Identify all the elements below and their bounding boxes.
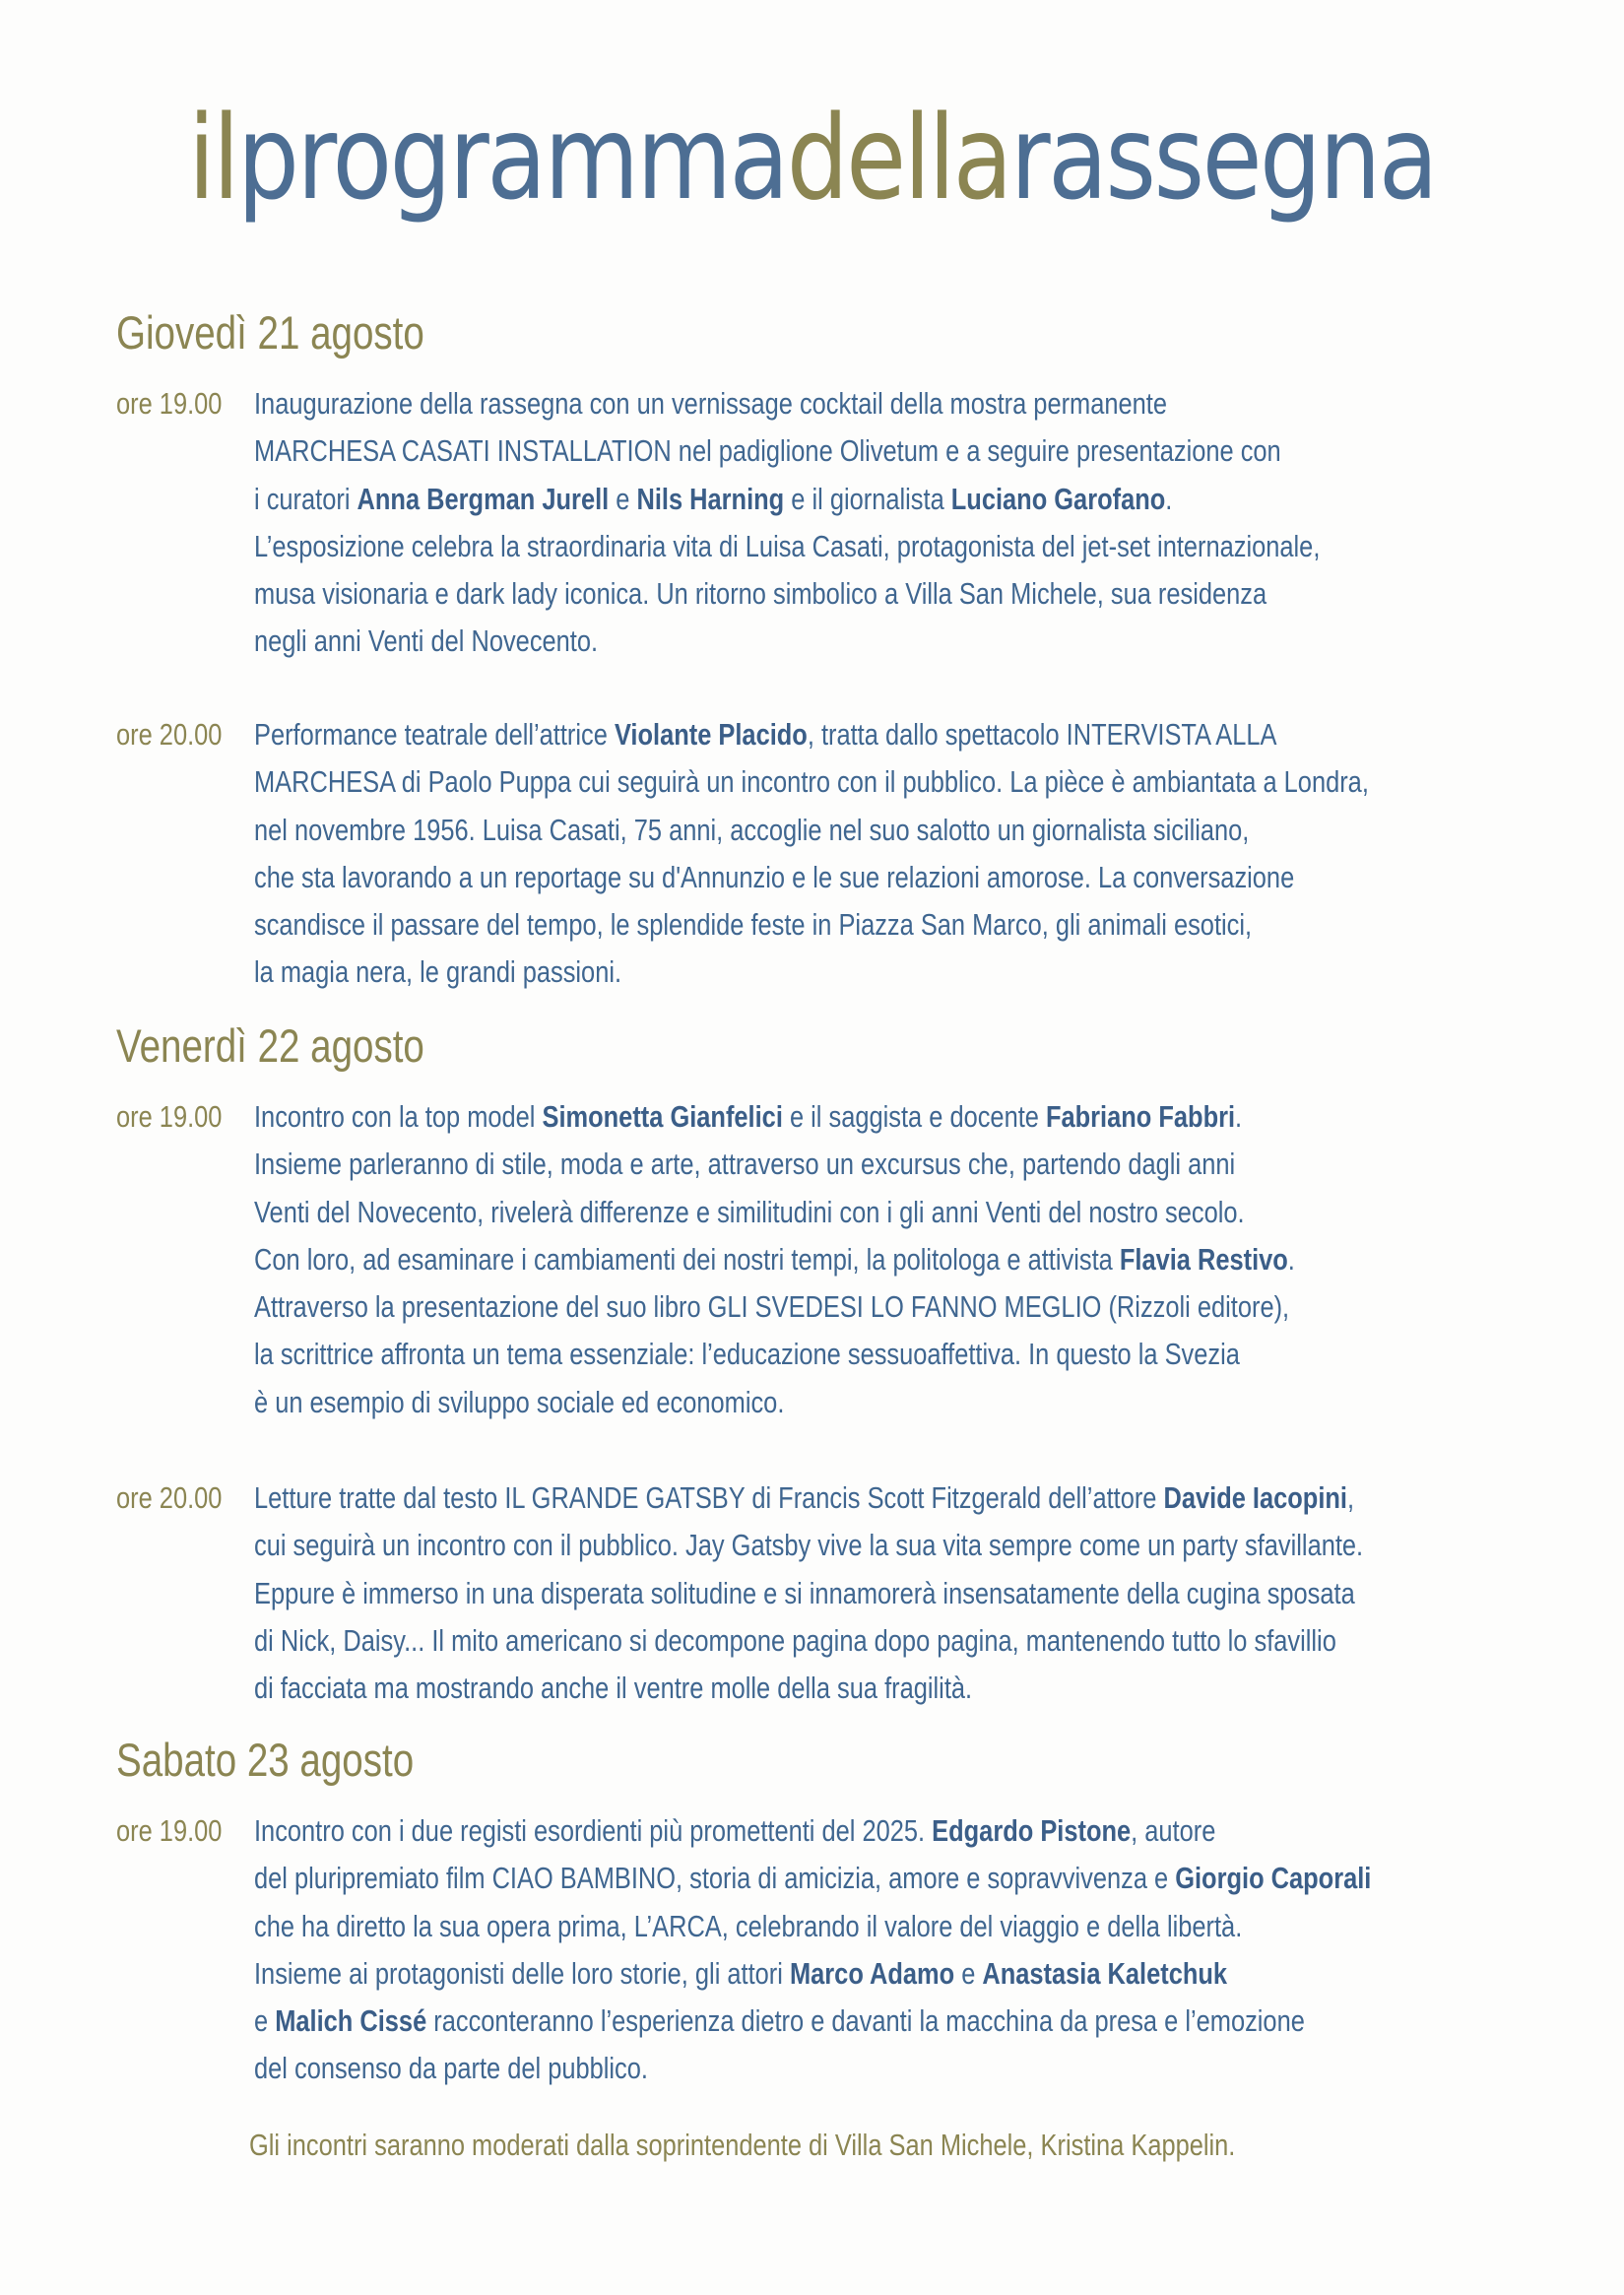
text-line: del pluripremiato film CIAO BAMBINO, storia di amicizia, amore e sopravvivenza e Giorgio Caporali (254, 1861, 1372, 1896)
person-name: Anna Bergman Jurell (357, 481, 610, 516)
person-name: Luciano Garofano (950, 481, 1166, 516)
person-name: Davide Iacopini (1163, 1480, 1347, 1515)
person-name: Simonetta Gianfelici (542, 1099, 783, 1134)
event-time: ore 19.00 (116, 1813, 223, 1848)
text-line: Letture tratte dal testo IL GRANDE GATSBY di Francis Scott Fitzgerald dell’attore Davide Iacopini, (254, 1480, 1355, 1515)
event-description (254, 1093, 1524, 1426)
title-part-programma: programma (237, 90, 787, 226)
text-line: Insieme parleranno di stile, moda e arte, attraverso un excursus che, partendo dagli anni (254, 1147, 1236, 1182)
text-line: scandisce il passare del tempo, le splendide feste in Piazza San Marco, gli animali esotici, (254, 907, 1253, 943)
text-line: è un esempio di sviluppo sociale ed economico. (254, 1384, 785, 1419)
text-line: MARCHESA di Paolo Puppa cui seguirà un incontro con il pubblico. La pièce è ambiantata a Londra, (254, 764, 1369, 800)
event-time: ore 19.00 (116, 1099, 223, 1134)
moderator-note: Gli incontri saranno moderati dalla soprintendente di Villa San Michele, Kristina Kappelin. (249, 2128, 1236, 2162)
page-title (130, 90, 1494, 226)
person-name: Anastasia Kaletchuk (982, 1955, 1228, 1991)
text-line: la scrittrice affronta un tema essenziale: l’educazione sessuoaffettiva. In questo la Svezia (254, 1337, 1240, 1372)
event-description (254, 711, 1613, 997)
title-part-rassegna: rassegna (1009, 90, 1436, 226)
person-name: Fabriano Fabbri (1045, 1099, 1236, 1134)
text-line: cui seguirà un incontro con il pubblico. Jay Gatsby vive la sua vita sempre come un party sfavillante. (254, 1528, 1364, 1563)
text-line: negli anni Venti del Novecento. (254, 623, 599, 659)
person-name: Nils Harning (636, 481, 785, 516)
text-line: Eppure è immerso in una disperata solitudine e si innamorerà insensatamente della cugina sposata (254, 1575, 1355, 1610)
text-line: Incontro con i due registi esordienti più promettenti del 2025. Edgardo Pistone, autore (254, 1813, 1216, 1848)
day-heading-venerdi: Venerdì 22 agosto (116, 1019, 424, 1072)
text-line: Inaugurazione della rassegna con un vernissage cocktail della mostra permanente (254, 386, 1167, 421)
person-name: Marco Adamo (789, 1955, 955, 1991)
text-line: L’esposizione celebra la straordinaria vita di Luisa Casati, protagonista del jet-set internazionale, (254, 528, 1321, 563)
event-time: ore 19.00 (116, 386, 223, 421)
text-line: e Malich Cissé racconteranno l’esperienza dietro e davanti la macchina da presa e l’emozione (254, 2003, 1305, 2039)
person-name: Violante Placido (614, 717, 808, 752)
event-time: ore 20.00 (116, 1480, 223, 1515)
text-line: nel novembre 1956. Luisa Casati, 75 anni, accoglie nel suo salotto un giornalista siciliano, (254, 812, 1250, 847)
text-line: che ha diretto la sua opera prima, L’ARCA, celebrando il valore del viaggio e della libertà. (254, 1908, 1243, 1943)
event-description (254, 1475, 1606, 1712)
text-line: che sta lavorando a un reportage su d'Annunzio e le sue relazioni amorose. La conversazione (254, 859, 1295, 894)
text-line: del consenso da parte del pubblico. (254, 2051, 648, 2086)
text-line: musa visionaria e dark lady iconica. Un ritorno simbolico a Villa San Michele, sua residenza (254, 576, 1267, 612)
text-line: di facciata ma mostrando anche il ventre molle della sua fragilità. (254, 1671, 973, 1706)
text-line: MARCHESA CASATI INSTALLATION nel padiglione Olivetum e a seguire presentazione con (254, 433, 1281, 469)
text-line: Venti del Novecento, rivelerà differenze e similitudini con i gli anni Venti del nostro secolo. (254, 1194, 1245, 1229)
person-name: Malich Cissé (275, 2003, 427, 2039)
person-name: Flavia Restivo (1119, 1241, 1288, 1277)
text-line: Performance teatrale dell’attrice Violante Placido, tratta dallo spettacolo INTERVISTA ALLA (254, 717, 1277, 752)
title-part-il: il (188, 90, 238, 226)
text-line: i curatori Anna Bergman Jurell e Nils Harning e il giornalista Luciano Garofano. (254, 481, 1173, 516)
day-heading-sabato: Sabato 23 agosto (116, 1734, 415, 1786)
event-description (254, 1807, 1616, 2093)
text-line: Con loro, ad esaminare i cambiamenti dei nostri tempi, la politologa e attivista Flavia Restivo. (254, 1241, 1295, 1277)
text-line: Attraverso la presentazione del suo libro GLI SVEDESI LO FANNO MEGLIO (Rizzoli editore), (254, 1289, 1290, 1325)
text-line: Insieme ai protagonisti delle loro storie, gli attori Marco Adamo e Anastasia Kaletchuk (254, 1955, 1228, 1991)
text-line: Incontro con la top model Simonetta Gianfelici e il saggista e docente Fabriano Fabbri. (254, 1099, 1243, 1134)
text-line: la magia nera, le grandi passioni. (254, 954, 622, 990)
text-line: di Nick, Daisy... Il mito americano si decompone pagina dopo pagina, mantenendo tutto lo sfavillio (254, 1622, 1336, 1658)
person-name: Edgardo Pistone (932, 1813, 1132, 1848)
event-description (254, 380, 1554, 666)
title-part-della: della (786, 90, 1010, 226)
person-name: Giorgio Caporali (1175, 1861, 1372, 1896)
event-time: ore 20.00 (116, 717, 223, 752)
day-heading-giovedi: Giovedì 21 agosto (116, 306, 424, 359)
